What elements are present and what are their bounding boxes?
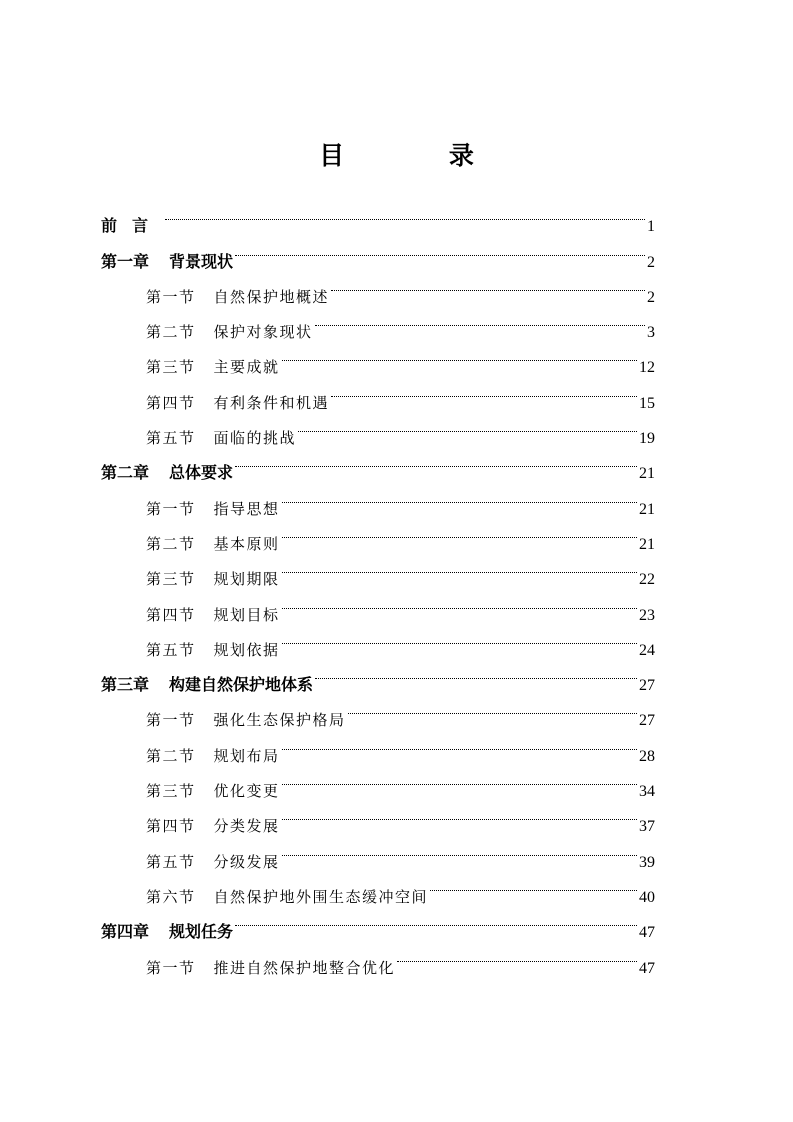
entry-title: 基本原则 — [213, 534, 280, 553]
entry-title: 强化生态保护格局 — [213, 711, 346, 730]
entry-number: 第三节 — [146, 570, 196, 589]
entry-title: 规划依据 — [213, 640, 280, 659]
entry-page-number: 22 — [639, 571, 655, 589]
dot-leader — [315, 302, 645, 337]
entry-number: 第五节 — [146, 429, 196, 448]
entry-page-number: 15 — [639, 394, 655, 412]
entry-number: 第一节 — [146, 499, 196, 518]
entry-page-number: 27 — [639, 677, 655, 695]
entry-title: 保护对象现状 — [213, 323, 313, 342]
entry-page-number: 12 — [639, 359, 655, 377]
dot-leader — [282, 584, 637, 619]
entry-number: 第一节 — [146, 287, 196, 306]
entry-page-number: 2 — [647, 253, 655, 271]
entry-page-number: 28 — [639, 747, 655, 765]
entry-number: 第五节 — [146, 640, 196, 659]
entry-title: 规划布局 — [213, 746, 280, 765]
dot-leader — [331, 372, 637, 407]
entry-number: 第三节 — [146, 358, 196, 377]
dot-leader — [430, 867, 637, 902]
dot-leader — [397, 937, 637, 972]
entry-title: 推进自然保护地整合优化 — [213, 958, 396, 977]
entry-title: 主要成就 — [213, 358, 280, 377]
dot-leader — [331, 267, 645, 302]
entry-number: 第六节 — [146, 887, 196, 906]
toc-chapter-entry[interactable] — [101, 196, 655, 236]
entry-number: 第二章 — [101, 463, 150, 483]
entry-number: 第四节 — [146, 605, 196, 624]
entry-page-number: 24 — [639, 641, 655, 659]
entry-title: 自然保护地概述 — [213, 287, 330, 306]
dot-leader — [282, 478, 637, 513]
entry-page-number: 3 — [647, 324, 655, 342]
entry-number: 第一节 — [146, 711, 196, 730]
entry-page-number: 39 — [639, 853, 655, 871]
entry-page-number: 2 — [647, 288, 655, 306]
dot-leader — [282, 337, 637, 372]
entry-title: 分级发展 — [213, 852, 280, 871]
entry-page-number: 21 — [639, 500, 655, 518]
entry-number: 第一章 — [101, 251, 150, 271]
entry-page-number: 34 — [639, 783, 655, 801]
dot-leader — [315, 655, 637, 690]
entry-title: 规划任务 — [169, 922, 234, 942]
toc-chapter-entry[interactable] — [101, 231, 655, 271]
entry-number: 第四节 — [146, 393, 196, 412]
entry-title: 规划期限 — [213, 570, 280, 589]
entry-title: 指导思想 — [213, 499, 280, 518]
dot-leader — [282, 620, 637, 655]
entry-title: 自然保护地外围生态缓冲空间 — [213, 887, 429, 906]
toc-title: 目 录 — [319, 141, 522, 170]
entry-page-number: 47 — [639, 924, 655, 942]
entry-number: 前言 — [101, 216, 164, 236]
entry-number: 第三节 — [146, 782, 196, 801]
entry-page-number: 47 — [639, 959, 655, 977]
entry-number: 第四节 — [146, 817, 196, 836]
dot-leader — [282, 725, 637, 760]
entry-page-number: 37 — [639, 818, 655, 836]
entry-page-number: 23 — [639, 606, 655, 624]
entry-page-number: 19 — [639, 430, 655, 448]
dot-leader — [165, 196, 645, 231]
entry-number: 第二节 — [146, 323, 196, 342]
dot-leader — [235, 902, 637, 937]
dot-leader — [298, 408, 637, 443]
entry-title: 总体要求 — [169, 463, 234, 483]
entry-page-number: 27 — [639, 712, 655, 730]
entry-number: 第二节 — [146, 534, 196, 553]
entry-title: 背景现状 — [169, 251, 234, 271]
entry-title: 构建自然保护地体系 — [169, 675, 314, 695]
dot-leader — [282, 761, 637, 796]
entry-page-number: 21 — [639, 465, 655, 483]
dot-leader — [282, 796, 637, 831]
entry-number: 第三章 — [101, 675, 150, 695]
dot-leader — [235, 231, 645, 266]
entry-title: 分类发展 — [213, 817, 280, 836]
entry-title: 面临的挑战 — [213, 429, 297, 448]
dot-leader — [282, 514, 637, 549]
dot-leader — [282, 831, 637, 866]
entry-page-number: 1 — [647, 218, 655, 236]
entry-page-number: 40 — [639, 888, 655, 906]
entry-number: 第二节 — [146, 746, 196, 765]
entry-page-number: 21 — [639, 535, 655, 553]
entry-title: 规划目标 — [213, 605, 280, 624]
dot-leader — [348, 690, 637, 725]
entry-number: 第四章 — [101, 922, 150, 942]
entry-title: 有利条件和机遇 — [213, 393, 330, 412]
table-of-contents — [101, 196, 655, 977]
entry-number: 第一节 — [146, 958, 196, 977]
dot-leader — [282, 549, 637, 584]
entry-number: 第五节 — [146, 852, 196, 871]
dot-leader — [235, 443, 637, 478]
entry-title: 优化变更 — [213, 782, 280, 801]
